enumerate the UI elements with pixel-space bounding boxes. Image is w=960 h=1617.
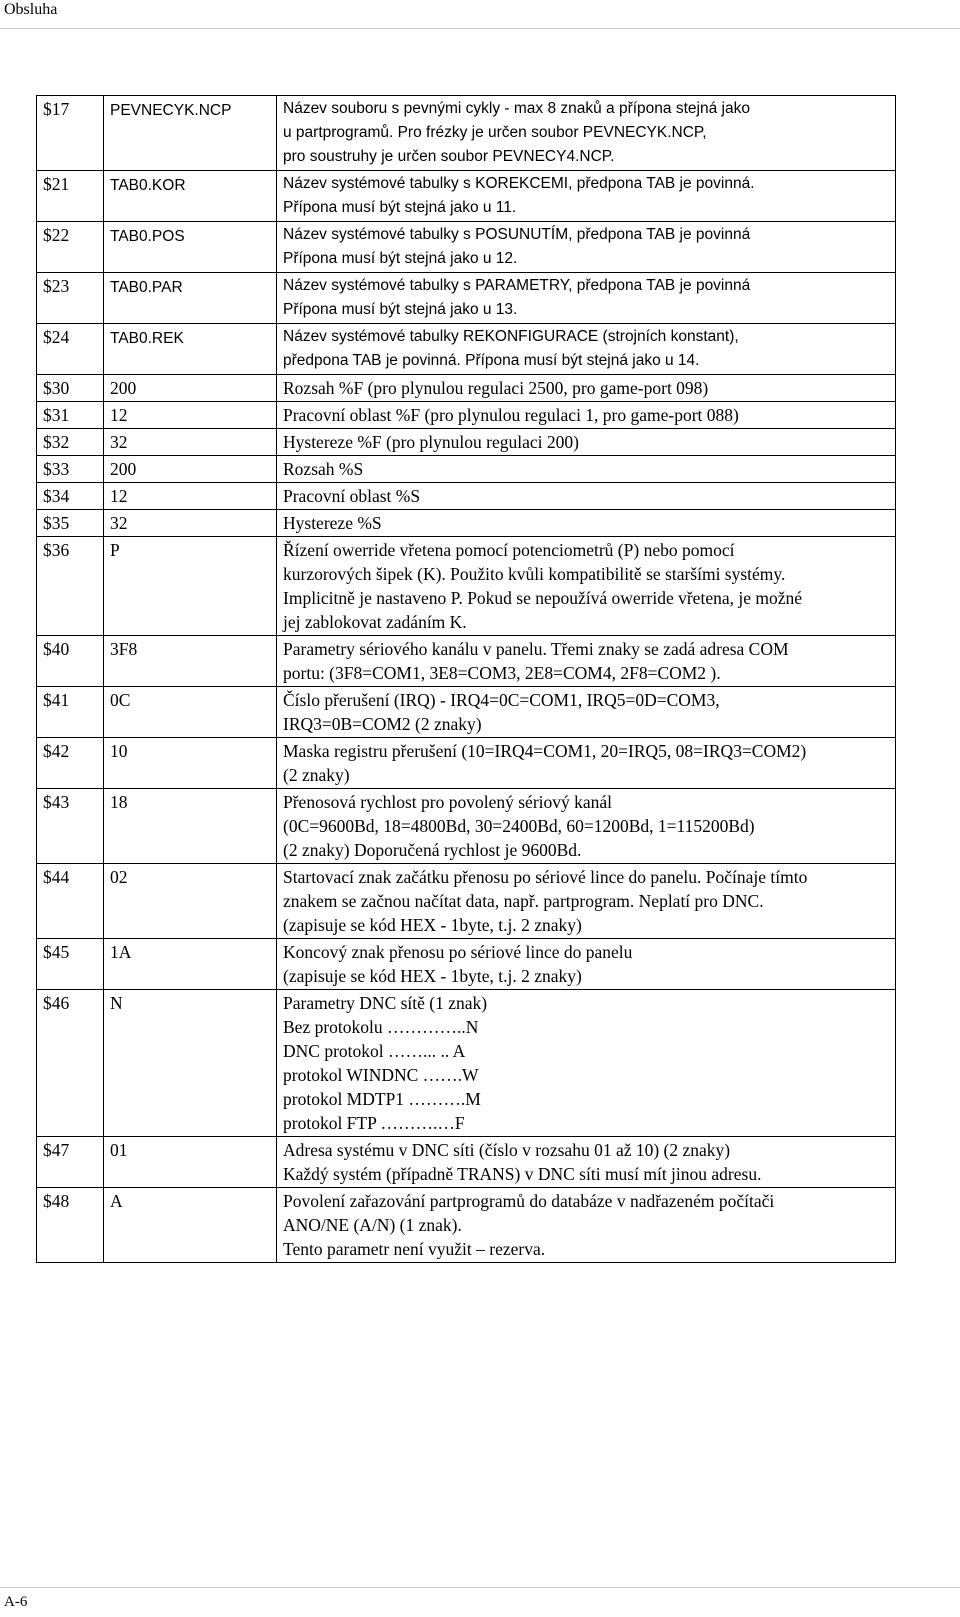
parameter-code: $36	[43, 540, 70, 560]
parameter-description-cell	[277, 687, 896, 738]
parameter-code-cell	[37, 429, 104, 456]
parameter-code-cell	[37, 510, 104, 537]
parameter-value: 3F8	[110, 639, 138, 659]
parameter-description-line: jej zablokovat zadáním K.	[283, 612, 467, 632]
parameter-description-cell	[277, 483, 896, 510]
parameters-table	[36, 95, 896, 1263]
parameter-description-cell	[277, 402, 896, 429]
parameter-description-cell	[277, 789, 896, 864]
parameter-code: $45	[43, 942, 70, 962]
parameter-description-cell	[277, 864, 896, 939]
parameter-code: $48	[43, 1191, 70, 1211]
parameter-value-cell	[104, 456, 277, 483]
parameter-value-cell	[104, 1137, 277, 1188]
parameter-code-cell	[37, 1188, 104, 1263]
table-row	[37, 537, 896, 636]
parameter-description-cell	[277, 636, 896, 687]
page-header-title: Obsluha	[4, 1, 58, 18]
parameter-description-line: Rozsah %F (pro plynulou regulaci 2500, pro game-port 098)	[283, 378, 709, 398]
parameter-code: $46	[43, 993, 70, 1013]
parameter-code-cell	[37, 402, 104, 429]
parameter-code-cell	[37, 738, 104, 789]
parameter-code-cell	[37, 1137, 104, 1188]
table-row	[37, 864, 896, 939]
parameter-description-line: pro soustruhy je určen soubor PEVNECY4.NCP.	[283, 148, 615, 165]
parameter-value-cell	[104, 96, 277, 171]
parameter-code: $32	[43, 432, 70, 452]
parameter-description-line: (0C=9600Bd, 18=4800Bd, 30=2400Bd, 60=1200Bd, 1=115200Bd)	[283, 816, 755, 836]
parameter-value-cell	[104, 864, 277, 939]
table-row	[37, 789, 896, 864]
page-number: A-6	[4, 1594, 28, 1610]
parameter-description-line: Číslo přerušení (IRQ) - IRQ4=0C=COM1, IRQ5=0D=COM3,	[283, 690, 720, 710]
parameter-value-cell	[104, 375, 277, 402]
parameter-value-cell	[104, 1188, 277, 1263]
parameter-code: $21	[43, 174, 70, 194]
table-row	[37, 738, 896, 789]
table-row	[37, 375, 896, 402]
parameter-value-cell	[104, 738, 277, 789]
parameter-value-cell	[104, 273, 277, 324]
parameter-value: A	[110, 1191, 123, 1211]
parameter-code-cell	[37, 456, 104, 483]
parameter-description-line: Parametry sériového kanálu v panelu. Třemi znaky se zadá adresa COM	[283, 639, 789, 659]
parameter-description-line: u partprogramů. Pro frézky je určen soubor PEVNECYK.NCP,	[283, 124, 707, 141]
parameter-description-line: Přípona musí být stejná jako u 13.	[283, 301, 518, 318]
parameter-code-cell	[37, 864, 104, 939]
table-row	[37, 429, 896, 456]
parameter-description-line: DNC protokol ……... .. A	[283, 1041, 466, 1061]
parameter-description-line: kurzorových šipek (K). Použito kvůli kompatibilitě se staršími systémy.	[283, 564, 786, 584]
footer-divider	[0, 1587, 960, 1588]
parameter-description-line: Přípona musí být stejná jako u 11.	[283, 199, 517, 216]
table-row	[37, 636, 896, 687]
parameter-description-cell	[277, 456, 896, 483]
parameter-code: $34	[43, 486, 70, 506]
parameter-value: PEVNECYK.NCP	[110, 102, 232, 119]
parameter-description-line: Název systémové tabulky s PARAMETRY, předpona TAB je povinná	[283, 277, 751, 294]
parameter-code: $23	[43, 276, 70, 296]
parameter-description-line: (2 znaky) Doporučená rychlost je 9600Bd.	[283, 840, 582, 860]
table-row	[37, 96, 896, 171]
parameter-value: 10	[110, 741, 128, 761]
parameter-code: $24	[43, 327, 70, 347]
parameter-description-line: Maska registru přerušení (10=IRQ4=COM1, 20=IRQ5, 08=IRQ3=COM2)	[283, 741, 807, 761]
parameter-value: N	[110, 993, 123, 1013]
parameter-code-cell	[37, 96, 104, 171]
parameter-code: $33	[43, 459, 70, 479]
parameter-value: 12	[110, 405, 128, 425]
parameter-code: $31	[43, 405, 70, 425]
parameter-description-cell	[277, 324, 896, 375]
parameter-description-line: Název systémové tabulky REKONFIGURACE (strojních konstant),	[283, 328, 739, 345]
parameter-value: 200	[110, 459, 137, 479]
parameter-description-cell	[277, 429, 896, 456]
parameter-description-cell	[277, 375, 896, 402]
parameter-value-cell	[104, 483, 277, 510]
parameter-code-cell	[37, 273, 104, 324]
parameter-code: $43	[43, 792, 70, 812]
parameter-description-line: Hystereze %F (pro plynulou regulaci 200)	[283, 432, 579, 452]
parameter-value-cell	[104, 222, 277, 273]
parameter-value: 18	[110, 792, 128, 812]
parameter-value-cell	[104, 510, 277, 537]
parameter-value-cell	[104, 402, 277, 429]
parameter-description-cell	[277, 510, 896, 537]
parameter-description-cell	[277, 171, 896, 222]
parameter-value: P	[110, 540, 120, 560]
parameter-description-line: Rozsah %S	[283, 459, 364, 479]
parameter-description-line: Pracovní oblast %S	[283, 486, 421, 506]
parameter-description-cell	[277, 1137, 896, 1188]
parameter-description-line: Přípona musí být stejná jako u 12.	[283, 250, 518, 267]
parameter-code-cell	[37, 171, 104, 222]
parameter-code-cell	[37, 222, 104, 273]
parameter-description-line: Přenosová rychlost pro povolený sériový kanál	[283, 792, 613, 812]
table-row	[37, 402, 896, 429]
parameter-code-cell	[37, 636, 104, 687]
parameter-description-line: Název systémové tabulky s KOREKCEMI, předpona TAB je povinná.	[283, 175, 755, 192]
table-row	[37, 510, 896, 537]
parameter-description-line: Tento parametr není využit – rezerva.	[283, 1239, 546, 1259]
parameter-code: $40	[43, 639, 70, 659]
parameter-value-cell	[104, 939, 277, 990]
parameter-description-line: Bez protokolu …………..N	[283, 1017, 479, 1037]
parameter-description-line: Hystereze %S	[283, 513, 382, 533]
parameter-description-line: protokol WINDNC …….W	[283, 1065, 479, 1085]
parameter-code: $35	[43, 513, 70, 533]
parameter-value: 02	[110, 867, 128, 887]
parameter-value: 32	[110, 432, 128, 452]
parameter-description-cell	[277, 273, 896, 324]
parameter-description-line: znakem se začnou načítat data, např. partprogram. Neplatí pro DNC.	[283, 891, 764, 911]
parameter-code-cell	[37, 789, 104, 864]
parameter-description-line: (zapisuje se kód HEX - 1byte, t.j. 2 znaky)	[283, 915, 582, 935]
table-row	[37, 456, 896, 483]
parameter-value-cell	[104, 789, 277, 864]
parameter-code-cell	[37, 687, 104, 738]
parameter-description-line: předpona TAB je povinná. Přípona musí být stejná jako u 14.	[283, 352, 700, 369]
parameter-value: 200	[110, 378, 137, 398]
parameter-code: $41	[43, 690, 70, 710]
parameter-code-cell	[37, 324, 104, 375]
parameter-description-line: Název systémové tabulky s POSUNUTÍM, předpona TAB je povinná	[283, 226, 751, 243]
parameter-description-line: Název souboru s pevnými cykly - max 8 znaků a přípona stejná jako	[283, 100, 750, 117]
parameter-code-cell	[37, 990, 104, 1137]
header-divider	[0, 28, 960, 29]
parameter-description-line: Řízení owerride vřetena pomocí potenciometrů (P) nebo pomocí	[283, 540, 735, 560]
parameter-value: TAB0.KOR	[110, 177, 186, 194]
parameter-code-cell	[37, 375, 104, 402]
parameter-value: 32	[110, 513, 128, 533]
parameter-value-cell	[104, 171, 277, 222]
parameter-value: TAB0.REK	[110, 330, 184, 347]
parameter-code: $42	[43, 741, 70, 761]
parameter-description-cell	[277, 939, 896, 990]
parameter-description-line: Každý systém (případně TRANS) v DNC síti musí mít jinou adresu.	[283, 1164, 762, 1184]
parameter-code: $30	[43, 378, 70, 398]
parameter-description-line: (zapisuje se kód HEX - 1byte, t.j. 2 znaky)	[283, 966, 582, 986]
parameter-description-line: protokol FTP ……….…F	[283, 1113, 465, 1133]
table-row	[37, 483, 896, 510]
parameter-value-cell	[104, 687, 277, 738]
parameter-code-cell	[37, 483, 104, 510]
parameter-value-cell	[104, 636, 277, 687]
parameter-description-cell	[277, 990, 896, 1137]
parameter-value-cell	[104, 429, 277, 456]
parameter-value: TAB0.PAR	[110, 279, 183, 296]
parameter-description-line: Pracovní oblast %F (pro plynulou regulaci 1, pro game-port 088)	[283, 405, 739, 425]
table-row	[37, 939, 896, 990]
parameter-value-cell	[104, 324, 277, 375]
parameter-code: $17	[43, 99, 70, 119]
parameter-description-cell	[277, 738, 896, 789]
parameter-description-line: Implicitně je nastaveno P. Pokud se nepoužívá owerride vřetena, je možné	[283, 588, 803, 608]
parameter-value: TAB0.POS	[110, 228, 185, 245]
table-row	[37, 1137, 896, 1188]
parameter-value-cell	[104, 537, 277, 636]
parameter-code: $44	[43, 867, 70, 887]
parameter-description-line: portu: (3F8=COM1, 3E8=COM3, 2E8=COM4, 2F8=COM2 ).	[283, 663, 721, 683]
parameter-description-cell	[277, 222, 896, 273]
table-row	[37, 273, 896, 324]
parameter-description-line: ANO/NE (A/N) (1 znak).	[283, 1215, 462, 1235]
parameter-code: $22	[43, 225, 70, 245]
parameter-description-line: Startovací znak začátku přenosu po sériové lince do panelu. Počínaje tímto	[283, 867, 808, 887]
parameter-description-line: IRQ3=0B=COM2 (2 znaky)	[283, 714, 482, 734]
table-row	[37, 324, 896, 375]
parameter-value: 0C	[110, 690, 131, 710]
table-row	[37, 687, 896, 738]
parameter-description-cell	[277, 96, 896, 171]
table-row	[37, 222, 896, 273]
table-row	[37, 990, 896, 1137]
parameter-description-line: Parametry DNC sítě (1 znak)	[283, 993, 488, 1013]
parameter-value: 01	[110, 1140, 128, 1160]
parameter-description-line: Koncový znak přenosu po sériové lince do panelu	[283, 942, 633, 962]
parameter-value-cell	[104, 990, 277, 1137]
table-row	[37, 171, 896, 222]
table-row	[37, 1188, 896, 1263]
parameter-description-line: (2 znaky)	[283, 765, 350, 785]
parameter-description-cell	[277, 1188, 896, 1263]
parameter-code: $47	[43, 1140, 70, 1160]
parameter-description-cell	[277, 537, 896, 636]
parameter-code-cell	[37, 537, 104, 636]
parameter-description-line: Adresa systému v DNC síti (číslo v rozsahu 01 až 10) (2 znaky)	[283, 1140, 731, 1160]
parameters-table-body	[37, 96, 896, 1263]
parameter-value: 12	[110, 486, 128, 506]
parameter-description-line: protokol MDTP1 ……….M	[283, 1089, 481, 1109]
parameter-value: 1A	[110, 942, 132, 962]
parameter-description-line: Povolení zařazování partprogramů do databáze v nadřazeném počítači	[283, 1191, 775, 1211]
parameter-code-cell	[37, 939, 104, 990]
